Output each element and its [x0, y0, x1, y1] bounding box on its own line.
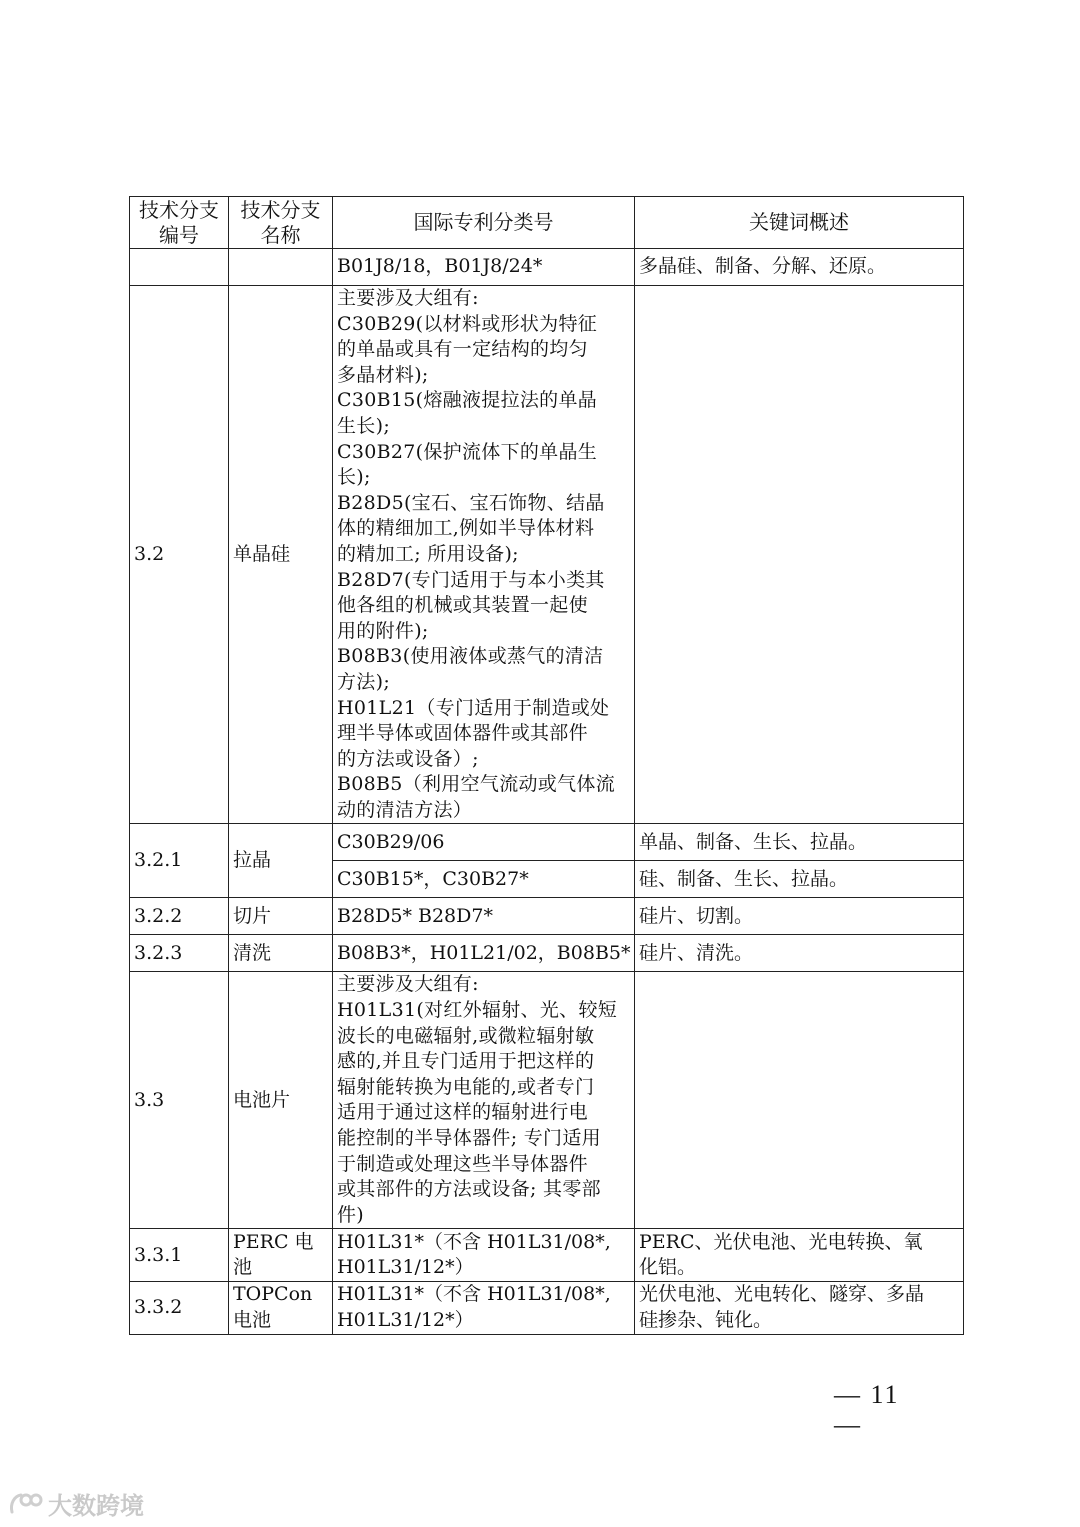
dashu-logo-icon: [8, 1490, 44, 1518]
ipc-line: H01L31/12*）: [337, 1256, 474, 1279]
name-line: PERC 电: [233, 1230, 314, 1253]
ipc-line: B28D7(专门适用于与本小类其: [337, 568, 605, 591]
cell-keywords: 硅片、切割。: [635, 898, 964, 935]
ipc-line: 生长);: [337, 414, 391, 437]
page-number: — 11 —: [834, 1380, 900, 1439]
keywords-line: 硅掺杂、钝化。: [639, 1309, 773, 1331]
cell-name: [229, 1282, 333, 1334]
cell-code: [130, 249, 229, 286]
cell-ipc: [333, 286, 635, 824]
cell-code: 3.2.2: [130, 898, 229, 935]
ipc-line: 用的附件);: [337, 619, 429, 642]
cell-code: 3.2: [130, 286, 229, 824]
cell-name: 单晶硅: [229, 286, 333, 824]
keywords-line: 光伏电池、光电转化、隧穿、多晶: [639, 1283, 925, 1306]
ipc-line: H01L21（专门适用于制造或处: [337, 696, 610, 719]
ipc-line: B08B5（利用空气流动或气体流: [337, 773, 615, 796]
keywords-line: PERC、光伏电池、光电转换、氧: [639, 1230, 923, 1253]
table-row: [130, 935, 964, 972]
cell-code: 3.3.2: [130, 1282, 229, 1334]
ipc-line: 动的清洁方法）: [337, 798, 473, 821]
cell-name: 电池片: [229, 972, 333, 1229]
cell-keywords: [635, 1282, 964, 1334]
header-code-line-2: 编号: [159, 222, 199, 247]
ipc-classification-table: [129, 196, 964, 1335]
table-row: [130, 1229, 964, 1282]
table-row: [130, 824, 964, 861]
table-row: [130, 898, 964, 935]
ipc-line: C30B29(以材料或形状为特征: [337, 312, 598, 335]
cell-code: 3.2.3: [130, 935, 229, 972]
ipc-line: 长);: [337, 466, 371, 489]
header-row: [130, 197, 964, 249]
ipc-line: 于制造或处理这些半导体器件: [337, 1152, 588, 1175]
ipc-line: C30B15(熔融液提拉法的单晶: [337, 389, 598, 412]
header-name: [229, 197, 333, 249]
cell-name: [229, 1229, 333, 1282]
cell-code: 3.3: [130, 972, 229, 1229]
ipc-line: 或其部件的方法或设备; 其零部: [337, 1178, 601, 1201]
name-line: 池: [233, 1256, 253, 1279]
ipc-line: 能控制的半导体器件; 专门适用: [337, 1127, 601, 1150]
ipc-line: H01L31*（不含 H01L31/08*,: [337, 1283, 611, 1306]
cell-ipc: C30B29/06: [333, 824, 635, 861]
ipc-line: 理半导体或固体器件或其部件: [337, 722, 588, 745]
ipc-line: 感的,并且专门适用于把这样的: [337, 1050, 595, 1073]
cell-name: 拉晶: [229, 824, 333, 898]
cell-ipc: B01J8/18，B01J8/24*: [333, 249, 635, 286]
cell-ipc: C30B15*，C30B27*: [333, 861, 635, 898]
ipc-line: H01L31/12*）: [337, 1309, 474, 1331]
cell-name: [229, 249, 333, 286]
ipc-line: 适用于通过这样的辐射进行电: [337, 1101, 588, 1124]
ipc-line: 件): [337, 1203, 365, 1226]
header-name-line-2: 名称: [260, 222, 301, 247]
name-line: TOPCon: [233, 1283, 313, 1306]
ipc-line: 他各组的机械或其装置一起使: [337, 594, 588, 617]
ipc-line: B28D5(宝石、宝石饰物、结晶: [337, 491, 605, 514]
ipc-line: B08B3(使用液体或蒸气的清洁: [337, 645, 604, 668]
ipc-line: 多晶材料);: [337, 363, 429, 386]
ipc-line: 的单晶或具有一定结构的均匀: [337, 338, 588, 361]
cell-keywords: 单晶、制备、生长、拉晶。: [635, 824, 964, 861]
cell-ipc: B28D5* B28D7*: [333, 898, 635, 935]
header-code-line-1: 技术分支: [139, 197, 219, 222]
watermark: [8, 1486, 144, 1521]
ipc-line: H01L31*（不含 H01L31/08*,: [337, 1230, 611, 1253]
ipc-line: 主要涉及大组有:: [337, 973, 479, 996]
cell-name: 切片: [229, 898, 333, 935]
table-row: [130, 286, 964, 824]
table-row: [130, 972, 964, 1229]
cell-keywords: [635, 972, 964, 1229]
cell-code: 3.2.1: [130, 824, 229, 898]
cell-keywords: 多晶硅、制备、分解、还原。: [635, 249, 964, 286]
watermark-text: 大数跨境: [48, 1492, 144, 1520]
cell-ipc: [333, 1229, 635, 1282]
cell-ipc: B08B3*，H01L21/02，B08B5*: [333, 935, 635, 972]
name-line: 电池: [233, 1309, 272, 1331]
ipc-line: 辐射能转换为电能的,或者专门: [337, 1075, 595, 1098]
ipc-line: 体的精细加工,例如半导体材料: [337, 517, 595, 540]
ipc-line: H01L31(对红外辐射、光、较短: [337, 999, 618, 1022]
cell-code: 3.3.1: [130, 1229, 229, 1282]
ipc-line: C30B27(保护流体下的单晶生: [337, 440, 598, 463]
ipc-line: 的方法或设备）;: [337, 747, 479, 770]
cell-name: 清洗: [229, 935, 333, 972]
ipc-line: 的精加工; 所用设备);: [337, 542, 519, 565]
keywords-line: 化铝。: [639, 1256, 697, 1279]
ipc-line: 主要涉及大组有:: [337, 287, 479, 309]
cell-ipc: [333, 1282, 635, 1334]
cell-keywords: 硅、制备、生长、拉晶。: [635, 861, 964, 898]
cell-keywords: 硅片、清洗。: [635, 935, 964, 972]
cell-ipc: [333, 972, 635, 1229]
cell-keywords: [635, 1229, 964, 1282]
header-keywords: 关键词概述: [635, 197, 964, 249]
ipc-line: 方法);: [337, 670, 391, 693]
cell-keywords: [635, 286, 964, 824]
table-row: [130, 249, 964, 286]
header-name-line-1: 技术分支: [240, 197, 321, 222]
header-ipc: 国际专利分类号: [333, 197, 635, 249]
ipc-line: 波长的电磁辐射,或微粒辐射敏: [337, 1024, 595, 1047]
table-row: [130, 1282, 964, 1334]
header-code: [130, 197, 229, 249]
